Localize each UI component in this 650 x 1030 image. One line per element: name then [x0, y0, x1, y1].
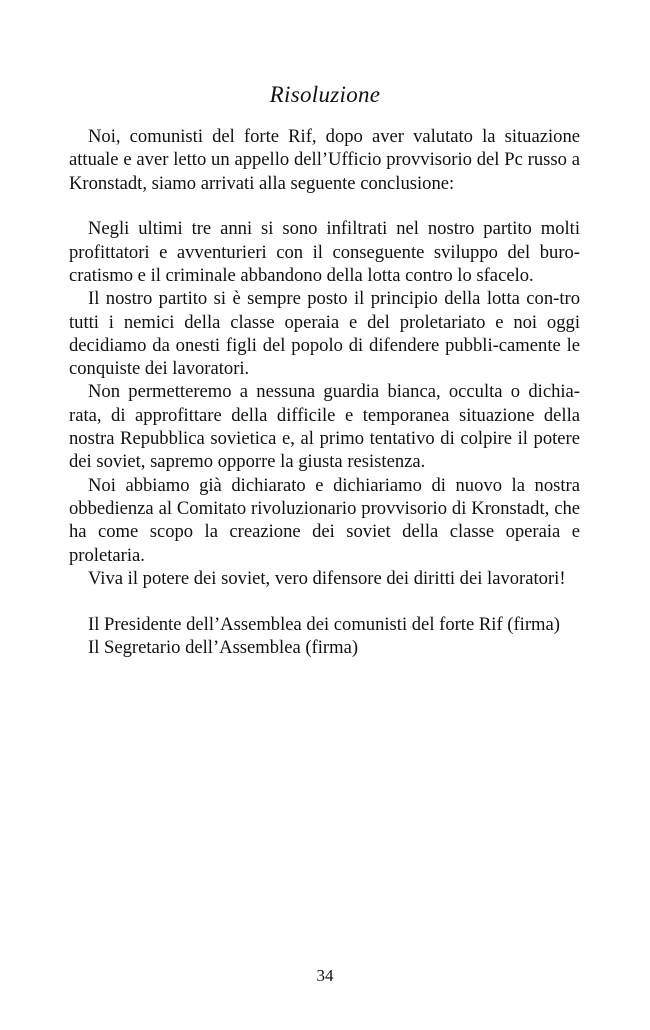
- document-body: [69, 125, 580, 659]
- page-number: 34: [316, 966, 334, 985]
- signature-president: Il Presidente dell’Assemblea dei comunisti del forte Rif (firma): [88, 613, 560, 635]
- signature-secretary: Il Segretario dell’Assemblea (firma): [88, 636, 359, 658]
- page-title: Risoluzione: [269, 82, 381, 107]
- paragraph-principle: Il nostro partito si è sempre posto il principio della lotta con-tro tutti i nemici della classe operaia e del proletariato e noi oggi decidiamo da onesti figli del popolo di difendere pubbli-camente le conquiste dei lavoratori.: [69, 288, 580, 380]
- paragraph-infiltration: Negli ultimi tre anni si sono infiltrati nel nostro partito molti profittatori e avventurieri con il conseguente sviluppo del buro-cratismo e il criminale abbandono della lotta contro lo sfacelo.: [69, 218, 580, 286]
- paragraph-white-guard: Non permetteremo a nessuna guardia bianca, occulta o dichia-rata, di approfittare della difficile e temporanea situazione della nostra Repubblica sovietica e, al primo tentativo di colpire il potere dei soviet, sapremo opporre la giusta resistenza.: [69, 381, 580, 473]
- paragraph-slogan: Viva il potere dei soviet, vero difensore dei diritti dei lavoratori!: [88, 567, 566, 589]
- paragraph-obedience: Noi abbiamo già dichiarato e dichiariamo di nuovo la nostra obbedienza al Comitato rivoluzionario provvisorio di Kronstadt, che ha come scopo la creazione dei soviet della classe operaia e proletaria.: [69, 474, 580, 566]
- paragraph-intro: Noi, comunisti del forte Rif, dopo aver valutato la situazione attuale e aver letto un appello dell’Ufficio provvisorio del Pc russo a Kronstadt, siamo arrivati alla seguente conclusione:: [69, 126, 580, 194]
